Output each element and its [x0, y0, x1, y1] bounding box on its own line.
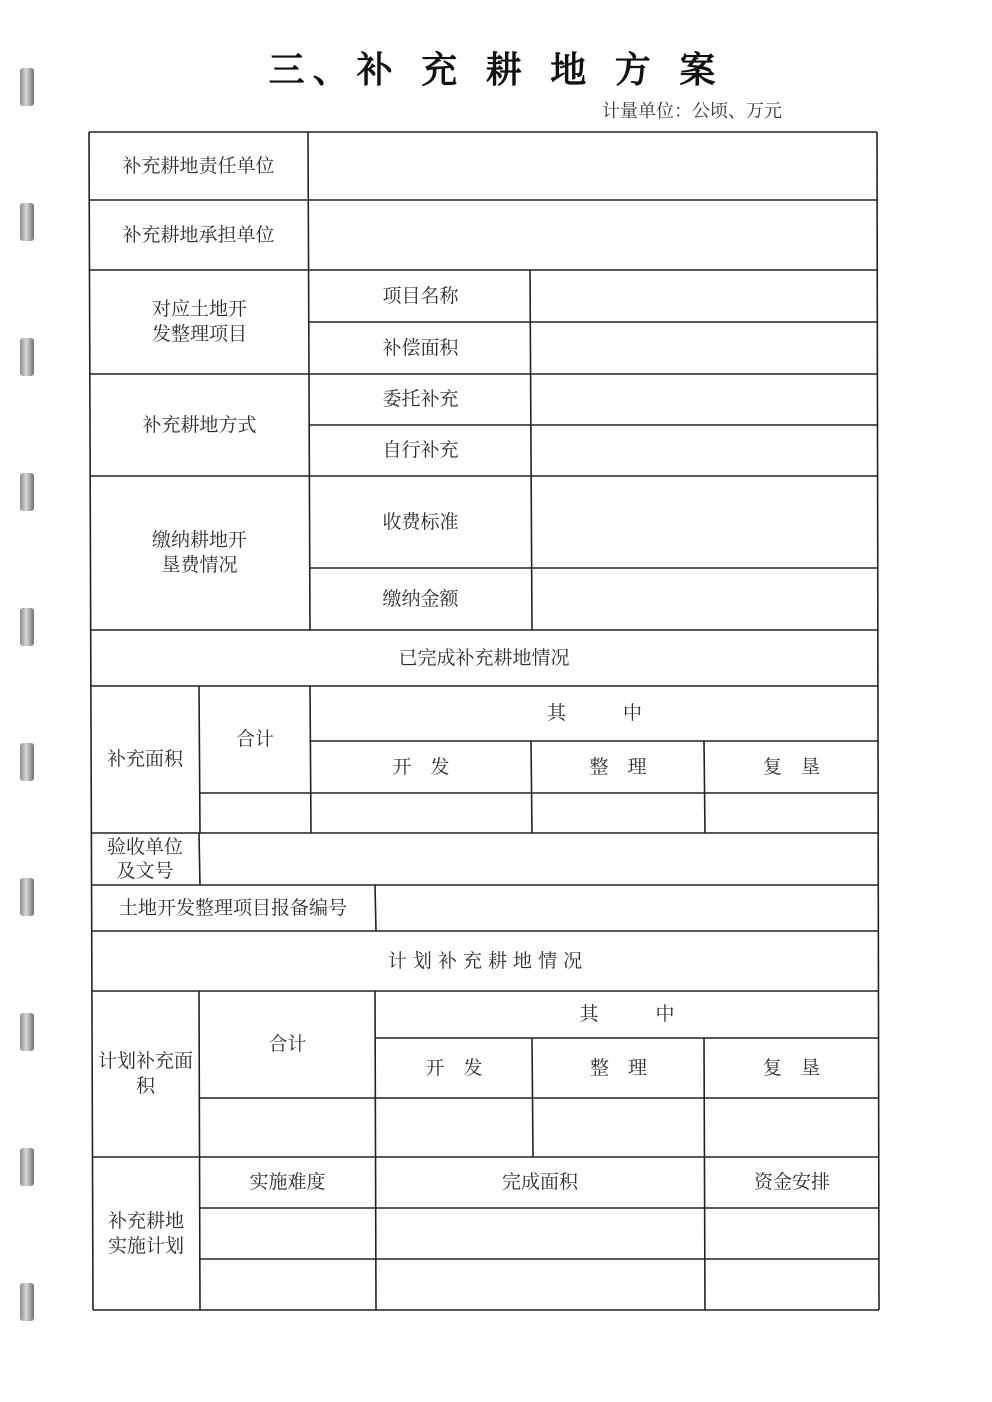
label-planned-develop: 开 发 — [425, 1056, 483, 1079]
label-fee-standard: 收费标准 — [382, 510, 459, 533]
label-self: 自行补充 — [382, 439, 459, 461]
field-completed-consolidate[interactable] — [532, 793, 704, 833]
label-completed-area-plan: 完成面积 — [501, 1171, 578, 1193]
unit-note: 计量单位：公顷、万元 — [602, 101, 782, 122]
field-funding-2[interactable] — [705, 1259, 879, 1310]
field-funding-1[interactable] — [705, 1208, 879, 1259]
label-project-name: 项目名称 — [382, 284, 459, 307]
field-compensation-area[interactable] — [532, 322, 877, 374]
field-acceptance[interactable] — [200, 833, 878, 885]
label-planned-reclaim: 复 垦 — [762, 1056, 820, 1079]
field-completed-area-1[interactable] — [376, 1208, 704, 1259]
label-planned-total: 合计 — [268, 1033, 307, 1055]
label-responsible-unit: 补充耕地责任单位 — [122, 154, 275, 177]
field-planned-consolidate[interactable] — [533, 1098, 704, 1157]
field-difficulty-1[interactable] — [200, 1208, 375, 1259]
field-self[interactable] — [532, 425, 877, 476]
label-fee-status: 缴纳耕地开 垦费情况 — [151, 529, 247, 576]
label-completed-consolidate: 整 理 — [589, 755, 647, 778]
heading-completed: 已完成补充耕地情况 — [398, 646, 570, 669]
label-fee-amount: 缴纳金额 — [382, 587, 459, 610]
field-undertaking-unit[interactable] — [310, 200, 876, 270]
label-completed-area: 补充面积 — [106, 748, 183, 770]
field-planned-reclaim[interactable] — [705, 1098, 878, 1157]
label-planned-among: 其 中 — [579, 1003, 675, 1025]
field-planned-develop[interactable] — [376, 1098, 532, 1157]
heading-planned: 计 划 补 充 耕 地 情 况 — [387, 949, 583, 972]
field-completed-area-2[interactable] — [376, 1259, 704, 1310]
label-implementation-plan: 补充耕地 实施计划 — [107, 1209, 184, 1257]
label-completed-develop: 开 发 — [392, 755, 450, 778]
field-record-no[interactable] — [376, 885, 878, 931]
label-planned-area: 计划补充面 积 — [97, 1050, 193, 1097]
field-planned-total[interactable] — [200, 1098, 375, 1157]
field-fee-amount[interactable] — [532, 568, 877, 630]
label-compensation-area: 补偿面积 — [382, 336, 459, 359]
field-completed-reclaim[interactable] — [705, 793, 878, 833]
field-difficulty-2[interactable] — [200, 1259, 375, 1310]
label-difficulty: 实施难度 — [249, 1171, 326, 1193]
page-title: 三、补 充 耕 地 方 案 — [268, 50, 724, 91]
label-corresponding-project: 对应土地开 发整理项目 — [151, 298, 247, 345]
field-completed-total[interactable] — [200, 793, 310, 833]
label-acceptance: 验收单位 及文号 — [106, 836, 183, 882]
field-entrusted[interactable] — [532, 374, 877, 425]
label-undertaking-unit: 补充耕地承担单位 — [122, 223, 275, 246]
label-record-no: 土地开发整理项目报备编号 — [118, 896, 347, 919]
field-responsible-unit[interactable] — [310, 132, 876, 200]
label-completed-total: 合计 — [235, 728, 274, 750]
field-fee-standard[interactable] — [532, 476, 877, 568]
field-project-name[interactable] — [532, 270, 877, 322]
label-completed-among: 其 中 — [546, 702, 642, 724]
label-entrusted: 委托补充 — [382, 388, 459, 410]
field-completed-develop[interactable] — [311, 793, 531, 833]
label-funding: 资金安排 — [753, 1171, 830, 1193]
label-completed-reclaim: 复 垦 — [762, 755, 820, 778]
label-planned-consolidate: 整 理 — [589, 1056, 647, 1079]
label-method: 补充耕地方式 — [142, 413, 257, 436]
